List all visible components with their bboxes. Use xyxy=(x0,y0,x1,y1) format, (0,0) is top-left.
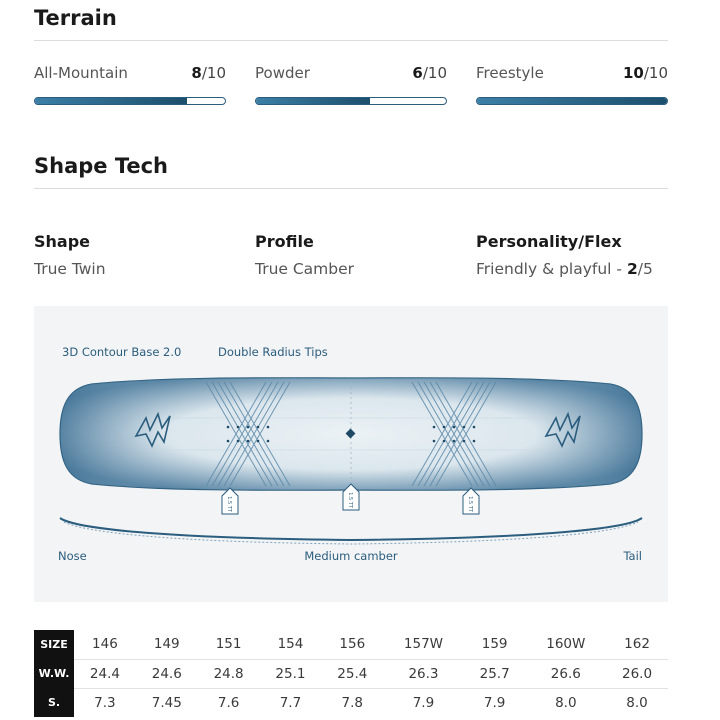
row-header: W.W. xyxy=(34,659,74,688)
terrain-label: Freestyle xyxy=(476,64,544,82)
spec-title: Profile xyxy=(255,232,314,251)
rating-bar-fill xyxy=(256,98,370,104)
spec-personality xyxy=(476,232,653,278)
table-cell: 26.3 xyxy=(383,659,464,688)
camber-profile xyxy=(60,518,642,544)
table-cell: 7.6 xyxy=(217,694,240,711)
tips-label: Double Radius Tips xyxy=(218,345,328,359)
table-cell: 7.8 xyxy=(341,694,364,711)
rating-bar xyxy=(255,97,447,105)
board-illustration xyxy=(34,306,668,602)
terrain-score: 6/10 xyxy=(412,64,447,82)
shape-tech-divider xyxy=(34,188,668,189)
row-header: SIZE xyxy=(34,630,74,659)
spec-profile xyxy=(255,232,354,278)
shape-tech-heading: Shape Tech xyxy=(34,154,169,178)
table-cell: 25.1 xyxy=(260,659,322,688)
table-row xyxy=(34,688,668,717)
table-cell: 162 xyxy=(606,630,668,659)
table-cell: 24.6 xyxy=(136,659,198,688)
table-cell: 146 xyxy=(74,630,136,659)
rating-bar-fill xyxy=(35,98,187,104)
table-cell: 160W xyxy=(526,630,607,659)
table-row xyxy=(34,659,668,688)
terrain-divider xyxy=(34,40,668,41)
rating-bar-fill xyxy=(477,98,667,104)
table-cell: 156 xyxy=(321,630,383,659)
table-cell: 7.7 xyxy=(279,694,302,711)
table-cell: 157W xyxy=(383,630,464,659)
table-cell: 7.9 xyxy=(412,694,435,711)
size-chart-table xyxy=(34,630,668,717)
tail-label: Tail xyxy=(623,549,642,563)
table-cell: 7.3 xyxy=(94,694,116,711)
spec-value: True Camber xyxy=(255,260,355,278)
table-cell: 8.0 xyxy=(626,694,648,711)
table-row xyxy=(34,630,668,659)
terrain-score: 8/10 xyxy=(191,64,226,82)
table-cell: 24.8 xyxy=(198,659,260,688)
board-diagram xyxy=(34,306,668,602)
terrain-label: All-Mountain xyxy=(34,64,128,82)
terrain-label: Powder xyxy=(255,64,310,82)
base-label: 3D Contour Base 2.0 xyxy=(62,345,182,359)
rating-bar xyxy=(34,97,226,105)
nose-label: Nose xyxy=(58,549,87,563)
table-cell: 154 xyxy=(260,630,322,659)
table-cell: 7.9 xyxy=(483,694,506,711)
table-cell: 149 xyxy=(136,630,198,659)
table-cell: 151 xyxy=(198,630,260,659)
spec-shape xyxy=(34,232,106,278)
spec-title: Shape xyxy=(34,232,91,251)
table-cell: 7.45 xyxy=(151,694,182,711)
table-cell: 8.0 xyxy=(555,694,577,711)
flex-tag-right xyxy=(463,488,479,514)
spec-value: Friendly & playful - 2/5 xyxy=(476,260,653,278)
table-cell: 24.4 xyxy=(74,659,136,688)
terrain-score: 10/10 xyxy=(622,64,668,82)
table-cell: 159 xyxy=(464,630,526,659)
rating-bar xyxy=(476,97,668,105)
table-cell: 25.4 xyxy=(321,659,383,688)
table-cell: 26.0 xyxy=(606,659,668,688)
svg-text:1.5 TT: 1.5 TT xyxy=(347,492,353,508)
table-cell: 25.7 xyxy=(464,659,526,688)
terrain-freestyle xyxy=(476,64,668,105)
svg-text:1.5 TT: 1.5 TT xyxy=(226,496,232,512)
row-header: S. xyxy=(34,688,74,717)
terrain-heading: Terrain xyxy=(34,6,117,30)
svg-text:1.5 TT: 1.5 TT xyxy=(467,496,473,512)
table-cell: 26.6 xyxy=(526,659,607,688)
flex-tag-left xyxy=(222,488,238,514)
spec-title: Personality/Flex xyxy=(476,232,622,251)
camber-label: Medium camber xyxy=(304,549,398,563)
terrain-all-mountain xyxy=(34,64,226,105)
terrain-powder xyxy=(255,64,447,105)
spec-value: True Twin xyxy=(34,260,106,278)
